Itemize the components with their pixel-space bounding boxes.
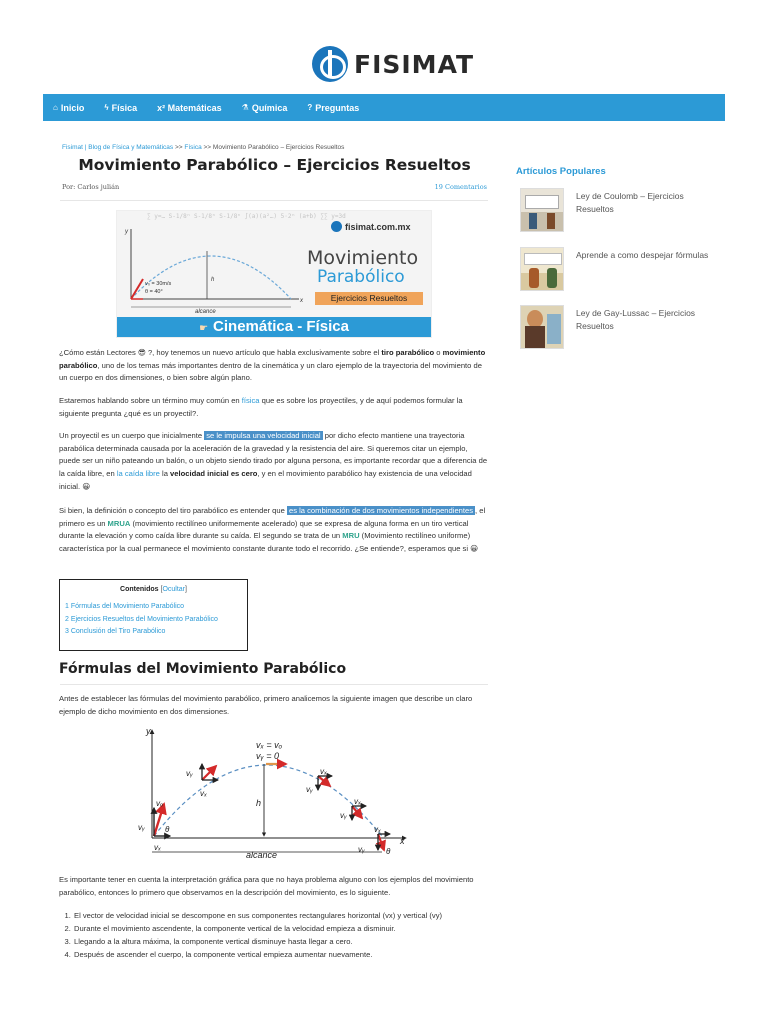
popular-article-label: Ley de Gay-Lussac – Ejercicios Resueltos <box>576 308 696 331</box>
divider <box>60 200 488 201</box>
text: que es sobre los proyectiles, y de aquí podemos formular la siguiente pregunta ¿qué es un proyectil?. <box>59 396 463 418</box>
diagram-vy-label: vᵧ <box>306 785 313 794</box>
divider <box>60 684 488 685</box>
breadcrumb-separator: >> <box>173 144 185 151</box>
nav-item-quimica[interactable] <box>242 103 288 113</box>
comments-link[interactable]: 19 Comentarios <box>434 183 487 191</box>
toc-toggle-link[interactable]: Ocultar <box>162 586 185 593</box>
highlighted-text: es la combinación de dos movimientos independientes <box>288 506 474 515</box>
diagram-h-label: h <box>256 798 262 808</box>
hero-site-text: fisimat.com.mx <box>345 221 411 232</box>
paragraph-importante: Es importante tener en cuenta la interpretación gráfica para que no haya problema alguno con los ejemplos del movimiento parabólico, entonces lo primero que observamos en la descripción del movimiento, es lo siguiente. <box>59 875 474 897</box>
nav-label: x² Matemáticas <box>157 102 222 113</box>
text: Si bien, la definición o concepto del tiro parabólico es entender que <box>59 506 287 515</box>
table-of-contents <box>59 579 248 651</box>
text: , el primero es un <box>59 506 486 528</box>
text: Estaremos hablando sobre un término muy común en <box>59 396 242 405</box>
diagram-x-axis-label: x <box>400 836 405 846</box>
diagram-vy-label: vᵧ <box>138 823 145 832</box>
breadcrumb-home-link[interactable]: Fisimat | Blog de Física y Matemáticas <box>62 144 174 151</box>
hero-theta-label: θ = 40° <box>145 289 163 295</box>
section-heading: Fórmulas del Movimiento Parabólico <box>59 661 347 677</box>
text: (movimiento rectilíneo uniformemente acelerado) que se expresa de alguna forma en un tiro vertical durante la elevación y como caída libre durante su caída. El segundo se trata de un <box>59 518 469 541</box>
nav-label: Física <box>111 102 138 113</box>
text: Un proyectil es un cuerpo que inicialmente <box>59 431 205 440</box>
list-item: 2. Durante el movimiento ascendente, la componente vertical de la velocidad empieza a disminuir. <box>73 922 492 935</box>
article-thumbnail <box>520 188 564 232</box>
diagram-y-axis-label: y <box>146 726 151 736</box>
sidebar-title: Artículos Populares <box>516 166 606 177</box>
toc-bracket: [ <box>158 586 163 593</box>
hero-trajectory-diagram <box>117 223 307 319</box>
diagram-vx-label: vₓ <box>354 797 362 806</box>
toc-title: Contenidos <box>120 586 159 593</box>
pointing-hand-icon: ☛ <box>199 323 209 334</box>
text: la <box>159 469 171 479</box>
nav-item-matematicas[interactable] <box>157 103 222 113</box>
popular-article-label: Ley de Coulomb – Ejercicios Resueltos <box>576 191 684 214</box>
hero-band <box>117 317 431 337</box>
diagram-vx-label: vₓ <box>200 789 208 798</box>
article-thumbnail <box>520 305 564 349</box>
toc-header <box>65 586 242 593</box>
observations-list <box>64 909 492 961</box>
breadcrumb-separator: >> <box>201 144 213 151</box>
article-meta <box>62 183 487 191</box>
diagram-vy-label: vᵧ <box>340 811 347 820</box>
bold-term: velocidad inicial es cero <box>170 469 258 479</box>
intro-paragraph <box>59 347 489 385</box>
fisica-link[interactable]: física <box>241 396 260 405</box>
diagram-vy-eq: vᵧ = 0 <box>256 751 280 761</box>
list-item: 3. Llegando a la altura máxima, la componente vertical disminuye hasta llegar a cero. <box>73 935 492 948</box>
toc-item-ejercicios[interactable]: 2 Ejercicios Resueltos del Movimiento Parabólico <box>65 615 218 623</box>
diagram-vx-label: vₓ <box>154 843 162 852</box>
toc-item-conclusion[interactable]: 3 Conclusión del Tiro Parabólico <box>65 628 166 636</box>
nav-label: Inicio <box>60 102 85 113</box>
popular-article-label: Aprende a como despejar fórmulas <box>576 250 709 260</box>
nav-label: Preguntas <box>315 102 360 113</box>
diagram-vx-label: vₓ <box>374 825 382 834</box>
bolt-icon: ϟ <box>104 103 109 112</box>
text: , uno de los temas más importantes dentro de la cinemática y un claro ejemplo de la trayectoria del movimiento de un cuerpo en dos dimensiones, o bien sobre algún plano. <box>59 360 482 383</box>
paragraph-antes: Antes de establecer las fórmulas del movimiento parabólico, primero analicemos la siguiente imagen que describe un claro ejemplo de dicho movimiento en dos dimensiones. <box>59 694 473 716</box>
mru-term: MRU <box>342 531 360 541</box>
flask-icon: ⚗ <box>241 103 249 112</box>
breadcrumb-section-link[interactable]: Física <box>184 144 202 151</box>
phi-logo-icon <box>331 221 342 232</box>
nav-label: Química <box>251 102 288 113</box>
diagram-theta-label: θ <box>386 847 391 856</box>
list-item: 1. El vector de velocidad inicial se descompone en sus componentes rectangulares horizontal (vx) y vertical (vy) <box>73 909 492 922</box>
diagram-vy-label: vᵧ <box>358 845 365 854</box>
page-title: Movimiento Parabólico – Ejercicios Resueltos <box>78 156 471 174</box>
phi-logo-icon <box>312 46 348 82</box>
hero-site-badge <box>331 221 411 232</box>
breadcrumb-current: Movimiento Parabólico – Ejercicios Resueltos <box>212 144 345 151</box>
mrua-term: MRUA <box>107 518 131 528</box>
breadcrumb <box>62 144 344 151</box>
nav-item-fisica[interactable] <box>104 103 137 113</box>
hero-y-label: y <box>125 229 128 235</box>
hero-title-1: Movimiento <box>307 247 419 269</box>
hero-h-label: h <box>211 277 215 283</box>
bold-term: movimiento parabólico <box>59 348 486 370</box>
diagram-vx-eq: vₓ = vₒ <box>256 740 283 750</box>
text: o <box>434 348 443 357</box>
text: (Movimiento rectilíneo uniforme) característica por la cual permanece el movimiento constante durante todo el recorrido. ¿Se entiende?, esperamos que si 😀 <box>59 531 479 554</box>
diagram-vy-label: vᵧ <box>186 769 193 778</box>
hero-image <box>116 210 432 338</box>
caida-libre-link[interactable]: la caída libre <box>116 469 160 479</box>
paragraph-definicion <box>59 430 489 494</box>
text: por dicho efecto mantiene una trayectoria parabólica determinada causada por la aceleración de la gravedad y la resistencia del aire. Si queremos citar un ejemplo, puede ser un niño pateando un balón, o un objeto siendo tirado por alguna persona, es importante recordar que a diferencia de la caída libre, en <box>59 431 488 479</box>
site-logo[interactable] <box>312 44 474 84</box>
article-thumbnail <box>520 247 564 291</box>
list-item: 4. Después de ascender el cuerpo, la componente vertical empieza aumentar nuevamente. <box>73 948 492 961</box>
bold-term: tiro parabólico <box>381 348 435 357</box>
text: , y en el movimiento parabólico hay existencia de una velocidad inicial. 😀 <box>59 469 472 491</box>
hero-title-2: Parabólico <box>317 267 405 287</box>
diagram-alcance-label: alcance <box>246 850 278 860</box>
hero-badge: Ejercicios Resueltos <box>315 292 423 305</box>
nav-item-preguntas[interactable] <box>307 103 359 113</box>
projectile-motion-diagram <box>132 724 412 862</box>
site-name: FISIMAT <box>354 49 475 79</box>
hero-background-formulas: ∑ y=… S-1/8ⁿ S-1/8ⁿ S-1/8ⁿ ∫(a)(a²…) 5·2ⁿ (a+b) ∑∑ y=3d <box>147 213 346 220</box>
toc-bracket: ] <box>185 586 187 593</box>
nav-item-inicio[interactable] <box>53 103 84 113</box>
toc-item-formulas[interactable]: 1 Fórmulas del Movimiento Parabólico <box>65 603 185 610</box>
diagram-theta-label: θ <box>165 825 170 834</box>
hero-x-label: x <box>300 298 303 304</box>
popular-article-coulomb[interactable] <box>520 188 720 232</box>
text: ¿Cómo están Lectores 😎 ?, hoy tenemos un nuevo artículo que habla exclusivamente sobre el <box>59 348 382 357</box>
popular-article-gay-lussac[interactable] <box>520 305 720 349</box>
home-icon: ⌂ <box>53 103 58 112</box>
question-icon: ? <box>307 103 313 112</box>
hero-band-text: Cinemática - Física <box>213 318 349 335</box>
hero-v0-label: v₀ = 30m/s <box>145 281 172 287</box>
main-nav <box>43 94 725 121</box>
paragraph-combinacion <box>59 505 489 556</box>
toc-toggle-wrap <box>159 586 187 593</box>
diagram-vo-label: vₒ <box>156 799 164 808</box>
hero-alcance-label: alcance <box>195 309 216 315</box>
diagram-vx-label: vₓ <box>320 767 328 776</box>
highlighted-text: se le impulsa una velocidad inicial <box>206 431 321 440</box>
paragraph-proyectil <box>59 395 489 420</box>
popular-article-despejar[interactable] <box>520 247 720 291</box>
article-author: Por: Carlos julián <box>62 183 120 191</box>
